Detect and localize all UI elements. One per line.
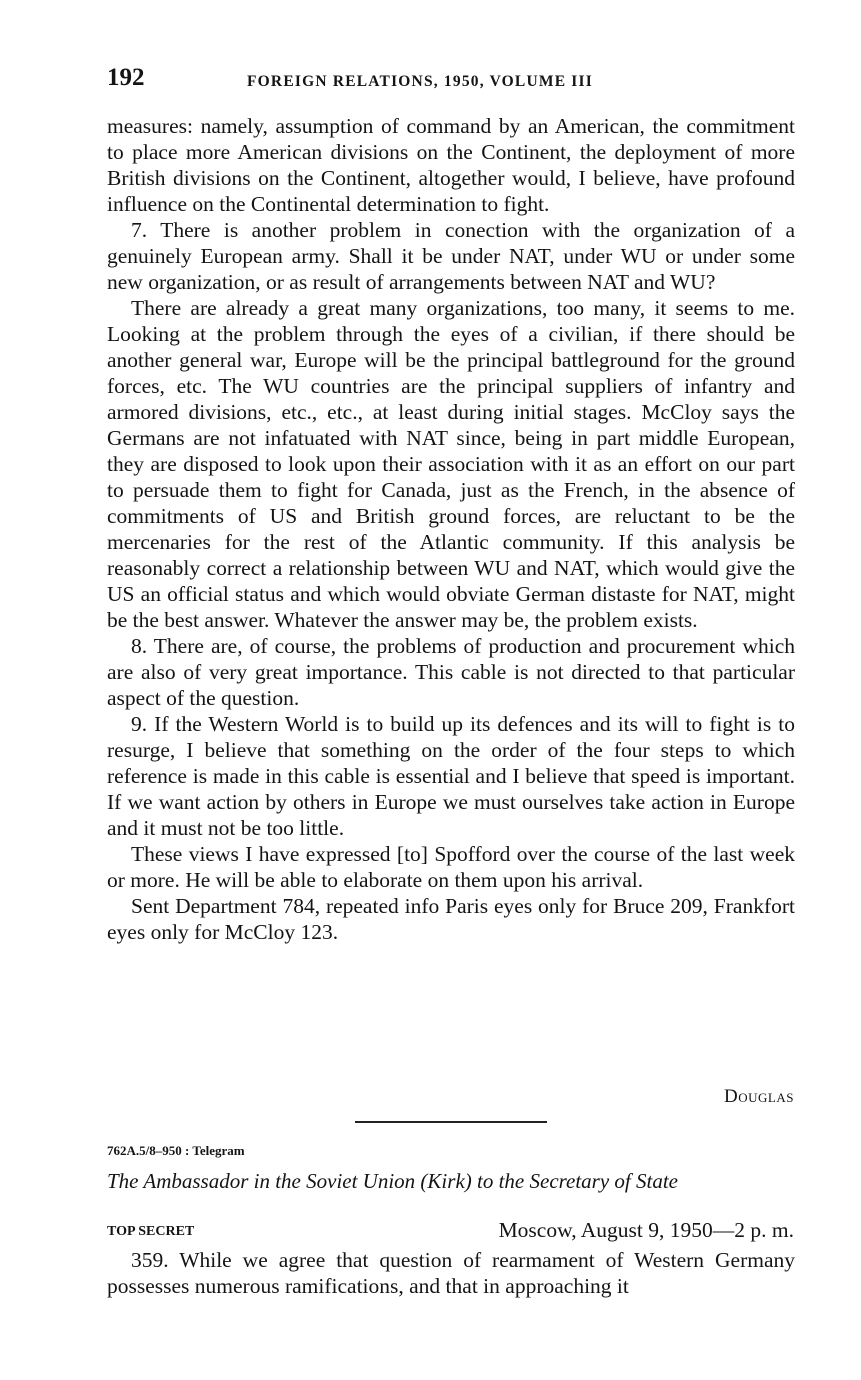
paragraph-8: 8. There are, of course, the problems of production and procurement which are also of very great importance. This cable is not directed to that particular aspect of the question. (107, 634, 795, 710)
document-title: The Ambassador in the Soviet Union (Kirk) to the Secretary of State (107, 1169, 678, 1193)
paragraph-9: 9. If the Western World is to build up its defences and its will to fight is to resurge, I believe that something on the order of the four steps to which reference is made in this cable is essential and I believe that speed is important. If we want action by others in Europe we must ourselves take action in Europe and it must not be too little. (107, 712, 795, 840)
document-reference: 762A.5/8–950 : Telegram (107, 1143, 245, 1158)
paragraph-sent: Sent Department 784, repeated info Paris eyes only for Bruce 209, Frankfort eyes only for McCloy 123. (107, 894, 795, 944)
running-head: FOREIGN RELATIONS, 1950, VOLUME III (247, 73, 593, 90)
paragraph-7: 7. There is another problem in conection with the organization of a genuinely European army. Shall it be under NAT, under WU or under some new organization, or as result of arrangements between NAT and WU? (107, 218, 795, 294)
paragraph-continuation: measures: namely, assumption of command by an American, the commitment to place more American divisions on the Continent, the deployment of more British divisions on the Continent, altogether would, I believe, have profound influence on the Continental determination to fight. (107, 114, 795, 216)
section-divider (355, 1121, 547, 1123)
dateline: Moscow, August 9, 1950—2 p. m. (498, 1218, 794, 1242)
page-header (107, 64, 797, 98)
classification-label: TOP SECRET (107, 1224, 195, 1239)
body-text (107, 113, 795, 945)
signature: Douglas (724, 1086, 794, 1107)
page-number: 192 (107, 64, 145, 91)
paragraph-views: These views I have expressed [to] Spofford over the course of the last week or more. He will be able to elaborate on them upon his arrival. (107, 842, 795, 892)
paragraph-organizations: There are already a great many organizations, too many, it seems to me. Looking at the problem through the eyes of a civilian, if there should be another general war, Europe will be the principal battleground for the ground forces, etc. The WU countries are the principal suppliers of infantry and armored divisions, etc., etc., at least during initial stages. McCloy says the Germans are not infatuated with NAT since, being in part middle European, they are disposed to look upon their association with it as an effort on our part to persuade them to fight for Canada, just as the French, in the absence of commitments of US and British ground forces, are reluctant to be the mercenaries for the rest of the Atlantic community. If this analysis be reasonably correct a relationship between WU and NAT, which would give the US an official status and which would obviate German distaste for NAT, might be the best answer. Whatever the answer may be, the problem exists. (107, 296, 795, 632)
telegram-paragraph: 359. While we agree that question of rearmament of Western Germany possesses numerous ramifications, and that in approaching it (107, 1248, 795, 1298)
